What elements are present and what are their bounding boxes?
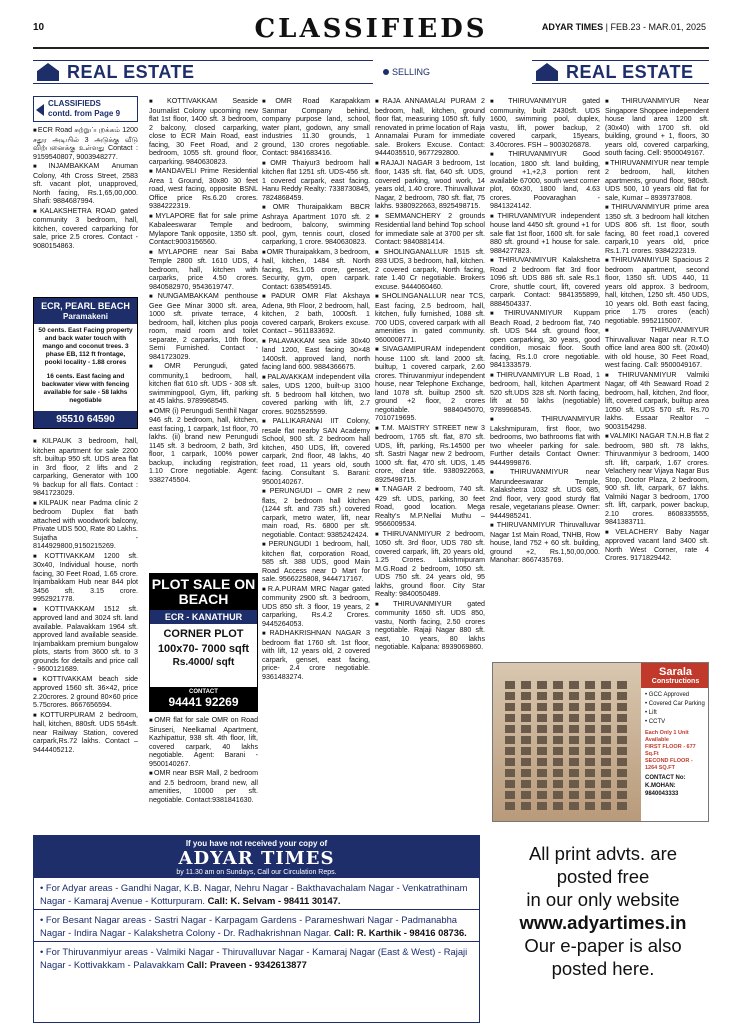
ecr-pearl-beach-ad [33,297,138,429]
selling-label: SELLING [383,67,430,77]
listing-item: ■ THIRUVANMIYUR near Marundeeswarar Temple, Kalakshetra 1032 sft. UDS 685, 2nd floor, very good sturdy flat resale, vegetarians please. Owner: 9444985241. [490,468,600,520]
ad-body: 16 cents. East facing and backwater view with fencing available for sale - 58 lakhs negotiable [41,373,130,404]
listing-item: ■ INJAMBAKKAM Anuman Colony, 4th Cross Street, 2583 sft. vacant plot, unapproved, North facing, Rs.1,65,00,000. Shafi: 9884687994. [33,162,138,206]
listing-item: ■ VALMIKI NAGAR T.N.H.B flat 2 bedroom, 980 sft. 78 lakhs, Thiruvanmiyur 3 bedroom, 1400 sft. lift, carpark, 1.67 crores. Velachery near Vijaya Nagar Bus Stop, Doctor Plaza, 2 bedroom, 900 sft. lift, carpark, 67 lakhs. Valmiki Nagar 3 bedroom, 1700 sft. lift, carpark, power backup, 2.10 crores. 8608335555, 9841383711. [605,432,709,527]
listing-item: ■ KOTTIVAKKAM 1200 sft. 30x40, Individual house, north facing, 30 Feet Road, 1.65 crore. Injambakkam Hub near 844 plot 3456 sft. 3.15 crore. 9952921778. [33,552,138,604]
listing-item: ■ SEMMANCHERY 2 grounds Residential land behind Top school for immediate sale at 3700 per sft. Contact: 9840881414. [375,212,485,247]
ad-title: PLOT SALE ON BEACH [150,574,257,610]
listing-item: ■ THIRUVANMIYUR Thiruvalluvar Nagar 1st Main Road, TNHB, Row house, land 752 + 60 sft. building, ground +2, Rs.1,50,00,000. Manohar: 8667435769. [490,521,600,565]
listing-item: ■ PALAVAKKAM sea side 30x40 land 1200, East facing 30×48 1400sft. approved land, north facing land 600. 9884366675. [262,337,370,372]
listing-item: ■ T.M. MAISTRY STREET new 3 bedroom, 1765 sft. flat, 870 sft. UDS, lift, parking, Rs.14500 per sft. Sastri Nagar new 2 bedroom, 1000 sft. flat, 470 sft. UDS, 1.45 crore, clear title. 9380922663, 8925498715. [375,424,485,485]
sarala-panel: Sarala Constructions • GCC Approved • Covered Car Parking • Lift • CCTV Each Only 1 Unit Available FIRST FLOOR - 677 Sq.Ft SECOND FLOOR - 1264 SQ.FT CONTACT No: K.MOHAN: 9840043333 [641,663,709,822]
listing-column-4 [375,97,485,827]
ad-phone: CONTACT 94441 92269 [150,687,257,711]
listing-item: ■ THIRUVANMIYUR Lakshmipuram, first floor, two bedrooms, two bathrooms flat with two wheeler parking for sale. Further details Contact Owner: 9444999876. [490,415,600,467]
listing-column-2-top [149,97,258,569]
bullet-icon [383,69,389,75]
listing-item: ■ OMR Road Karapakkam Sanmar Company behind, company purpose land, school, water plant, godown, any small industries 11.30 grounds, 1 ground, 130 crores negotiable. Contact: 9841683416. [262,97,370,158]
listing-item: ■ PALAVAKKAM independent villa sales, UDS 1200, built-up 3100 sft. 5 bedroom hall kitchen, two covered parking with lift, 2.7 crores. 9025525599. [262,373,370,417]
house-icon [37,63,59,81]
listing-item: ■ THIRUVANMIYUR Thiruvalluvar Nagar near R.T.O office land area 800 sft. (20x40) with old house, 30 Feet Road, west facing. Call: 9500049167. [605,326,709,370]
listing-item: ■ KOTTURPURAM 2 bedroom, hall, kitchen, 880sft. UDS 554sft. near Railway Station, covered carpark,Rs.72 lakhs. Contact – 9444405212. [33,711,138,755]
listing-item: ■ PADUR OMR Flat Akshaya Adena, 9th Floor, 2 bedroom, hall, kitchen, 2 bath, 1000sft. 1 covered carpark, Brokers excuse. Contact – 9611833692. [262,292,370,336]
listing-item: ■ THIRUVANMIYUR Valmiki Nagar, off 4th Seaward Road 2 bedroom, hall, kitchen, 2nd floor, lift, covered carpark, builtup area 1050 sft. UDS 570 sft. Rs.70 lakhs. Essaar Realtor – 9003154298. [605,371,709,432]
listing-item: ■ RAJAJI NAGAR 3 bedroom, 1st floor, 1435 sft. flat, 640 sft. UDS, covered parking, wood work, 14 years old, 1.40 crore. Thiruvalluvar Nagar, 2 bedroom, 780 sft. flat, 75 lakhs. 9380922663, 8925498715. [375,159,485,211]
listing-item: ■ THIRUVANMIYUR Good location, 1800 sft. land building, ground +1,+2,3 portion rent available 67000, south west corner plot, 60x30, 1800 land, 4.63 crores. Poovaraghan - 9841324142. [490,150,600,211]
contd-sub: contd. from Page 9 [48,109,121,118]
listing-item: ■ KILPAUK near Padma clinic 2 bedroom Duplex flat bath attached with woodwork balcony, Private UDS 500, Rate 80 Lakhs. Sujatha - 8144929800,9150215269. [33,499,138,551]
listing-item: ■ MYLAPORE flat for sale prime Kabaleeswarar Temple and Mylapore Tank opposite, 1350 sft. Contact:9003156560. [149,212,258,247]
listing-item: ■ RADHAKRISHNAN NAGAR 3 bedroom flat 1760 sft. 1st floor, with lift, 12 years old, 2 covered carpark, genset, east facing, price- 2.4 crore negotiable. 9361483274. [262,629,370,681]
sarala-features: • GCC Approved • Covered Car Parking • Lift • CCTV [641,688,709,730]
band-title: REAL ESTATE [566,61,694,82]
listing-item: ■ NUNGAMBAKKAM penthouse Gee Gee Minar 3000 sft. area, 1000 sft. private terrace, 4 bedroom, hall, kitchen plus pooja room, maid room and toilet separate, 2 carparks, 10th floor, Semi Furnished. Contact - 9841723029. [149,292,258,361]
listing-item: ■ OMR Thuraipakkam, 3 bedroom, hall, kitchen, 1484 sft. North facing, Rs.1.05 crore, genset, Security, gym, open carpark. Contact: 6385459145. [262,248,370,292]
listing-item: ■ THIRUVANMIYUR L.B Road, 1 bedroom, hall, kitchen Apartment 520 sft.UDS 328 sft. North facing, lift at 50 lakhs (negotiable) 9789968545. [490,371,600,415]
listing-item: ■ KILPAUK 3 bedroom, hall, kitchen apartment for sale 2200 sft. builtup 950 sft. UDS area flat in 3rd floor, 2 lifts and 2 carparking, Generator with 100 % backup for all flats. Contact : 9841723029. [33,437,138,498]
listing-column-3 [262,97,370,827]
ad-rate: Rs.4000/ sqft [172,657,235,668]
listing-item: ■ KALAKSHETRA ROAD gated community 3 bedroom, hall, kitchen, covered carparking for sale, price 2.5 crores. Contact - 9080154863. [33,207,138,251]
ad-phone: 95510 64590 [34,411,137,428]
band-title: REAL ESTATE [67,61,195,82]
listing-column-2-bottom [149,716,258,826]
ad-subtitle: Paramakeni [34,312,137,324]
listing-item: ■ THIRUVANMIYUR Near Singapore Shoppee independent house land area 1200 sft. (30x40) with 1700 sft. old building, ground + 1, floors, 30 years old, covered carparking, south facing. Cell: 9500049167. [605,97,709,158]
listing-column-1-bottom [33,437,138,825]
page-number: 10 [33,22,45,33]
listing-item: ■ THIRUVANMIYUR Kuppam Beach Road, 2 bedroom flat, 740 sft. UDS 544 sft. ground floor, open carparking, 30 years, good condition, mosaic floor. South facing, Rs.1.0 crore negotiable. 9841333579. [490,309,600,370]
listing-item: ■ THIRUVANMIYUR 2 bedroom, 1050 sft. 3rd floor, UDS 780 sft. covered carpark, lift, 20 years old, 1.25 Crores. Lakshmipuram M.G.Road 2 bedroom, 1050 sft. UDS 750 sft. 24 years old, 95 lakhs, ground floor. City Star Realty: 9840050489. [375,530,485,599]
circulation-notice: If you have not received your copy of ADYAR TIMES by 11.30 am on Sundays, Call our Circulation Reps. • For Adyar areas - Gandhi Nagar, K.B. Nagar, Nehru Nagar - Bakthavachalam Nagar - Venkatrathinam Nagar - Kamaraj Avenue - Kotturpuram. Call: K. Selvam - 98411 30147. • For Besant Nagar areas - Sastri Nagar - Karpagam Gardens - Parameshwari Nagar - Padmanabha Nagar - Indira Nagar - Kalakshetra Colony - Dr. Radhakrishnan Nagar. Call: R. Karthik - 98416 08736. • For Thiruvanmiyur areas - Valmiki Nagar - Thiruvalluvar Nagar - Kamaraj Nagar (East & West) - Rajaji Nagar - Kottivakkam - Palavakkam Call: Praveen - 9342613877 [33,835,480,1023]
area-line: • For Thiruvanmiyur areas - Valmiki Nagar - Thiruvalluvar Nagar - Kamaraj Nagar (East & West) - Rajaji Nagar - Kottivakkam - Palavakkam Call: Praveen - 9342613877 [34,942,479,973]
listing-item: ■ PERUNGUDI 1 bedroom, hall, kitchen flat, corporation Road, 585 sft. 388 UDS, good Main Road Access near D Mart for sale. 9566225808, 9444717167. [262,540,370,584]
listing-item: ■ OMR flat for sale OMR on Road Siruseri, Neelkamal Apartment, Kazhipattur, 938 sft. 4th floor, lift, covered carpark, 40 lakhs negotiable. Agent: Barani - 9500140267. [149,716,258,768]
header-rule [33,47,709,49]
listing-item: ■ THIRUVANMIYUR gated community, built 2430sft. UDS 1600, swimming pool, duplex, vastu, lift, power backup, 2 covered carpark, 15years, 3.40crores. FSH – 9003026878. [490,97,600,149]
listing-item: ■ KOTTIVAKKAM beach side approved 1560 sft. 36×42, price 2.20crores. 2 ground 80×60 price 5.75crores. 8667656594. [33,675,138,710]
real-estate-band-right [532,60,709,84]
listing-item: ■ KOTTIVAKKAM Seaside Journalist Colony upcoming new flat 1st floor, 1400 sft. 3 bedroom, 2 balcony, closed carparking, close to ECR Main Road, east facing, 30 Feet Road, and 2 bedroom, 1055 sft. ground floor, carparking. 9840630823. [149,97,258,166]
listing-item: ■ SHOLINGANALLUR 1515 sft. 893 UDS, 3 bedroom, hall, kitchen. 2 covered carpark, North facing, rate 1.40 Cr negotiable. Brokers excuse. 9444060460. [375,248,485,292]
listing-column-5 [490,97,600,657]
area-line: • For Besant Nagar areas - Sastri Nagar - Karpagam Gardens - Parameshwari Nagar - Padmanabha Nagar - Indira Nagar - Kalakshetra Colony - Dr. Radhakrishnan Nagar. Call: R. Karthik - 98416 08736. [34,910,479,942]
listing-item: ■ OMR Thuraipakkam BBCR Ashraya Apartment 1070 sft. 2 bedroom, balcony, swimming pool, gym, tennis court, closed carparking, 1 crore. 9840630823. [262,203,370,247]
ad-size: 100x70- 7000 sqft [157,643,250,655]
listing-column-6 [605,97,709,657]
ad-body: 50 cents. East Facing property and back water touch with mango and coconut trees. 3 phase EB, 112 ft frontage, pooki locality - 1.88 crores [38,327,133,366]
ad-type: CORNER PLOT [163,628,244,640]
listing-item: ■ R.A.PURAM MRC Nagar gated community 2900 sft. 3 bedroom, UDS 850 sft. 3 floor, 19 years, 2 carparking, Rs.4.2 Crores. 9445264053. [262,585,370,629]
sarala-contact: CONTACT No: K.MOHAN: 9840043333 [645,775,686,797]
plot-sale-ad [149,573,258,712]
listing-item: ■ ECR Road சுற்றுப்புறக்கம் 1200 சதுர அடியில் 3 அடுக்கு வீடு விற்பனைக்கு உள்ளது Contact : 9159540807, 9003948277. [33,126,138,161]
issue-info: ADYAR TIMES | FEB.23 - MAR.01, 2025 [541,22,706,32]
listing-item: ■ THIRUVANMIYUR prime area 1350 sft. 3 bedroom hall kitchen UDS 806 sft. 1st floor, south facing, 80 feet road,1 covered carpark,10 years old, price Rs.1.71 crores. 9384222319. [605,203,709,255]
website-link[interactable]: www.adyartimes.in [519,912,687,933]
listing-item: ■ THIRUVANMIYUR independent house land 4450 sft. ground +1 for sale flat 1st floor, 1600 sft. for sale 880 sft. ground +1 house for sale. 9884277823. [490,212,600,256]
contd-title: CLASSIFIEDS [48,99,101,108]
brand-name: ADYAR TIMES [178,848,335,869]
section-title: CLASSIFIEDS [254,14,488,44]
listing-item: ■ KOTTIVAKKAM 1512 sft. approved land and 3024 sft. land available. Palavakkam 1964 sft. approved land available seaside. Injambakkam premium bungalow plots, starts from 3600 sft. to 3 grounds for details and price call - 9600121689. [33,605,138,674]
area-line: • For Adyar areas - Gandhi Nagar, K.B. Nagar, Nehru Nagar - Bakthavachalam Nagar - Venkatrathinam Nagar - Kamaraj Avenue - Kotturpuram. Call: K. Selvam - 98411 30147. [34,878,479,910]
listing-item: ■ PERUNGUDI – OMR 2 new flats, 2 bedroom hall kitchen (1244 sft. and 735 sft.) covered carpark, metro water, lift, near main road, Rs. 6800 per sft. negotiable. Contact: 9385242424. [262,487,370,539]
real-estate-band-left [33,60,373,84]
page-header [0,0,742,50]
ad-location: ECR - KANATHUR [150,610,257,624]
listing-item: ■ VELACHERY Baby Nagar approved vacant land 3400 sft. North West Corner, rate 4 Crores. 9171829442. [605,528,709,563]
listing-item: ■ OMR Perungudi, gated community,1 bedroom, hall, kitchen flat 610 sft. UDS - 308 sft. swimmingpool, Gym, lift, parking at 45 lakhs. 9789968545. [149,362,258,406]
listing-item: ■ THIRUVANMIYUR Spacious 2 bedroom apartment, second floor, 1350 sft. UDS 440, 11 years old approx. 3 bedroom, hall, kitchen, 1250 sft. 450 UDS, 10 years old. Both east facing, price 1.75 crores (each) negotiable. 9952115007. [605,256,709,325]
contd-box [33,96,138,122]
listing-item: ■ PALLIKARANAI IIT Colony, resale flat nearby SAN Academy School, 900 sft. 2 bedroom hall kitchen, 450 UDS, lift, covered carpark, 2nd floor, 48 lakhs, 40 feet road, 11 years old, south facing. Consultant S. Barani: 9500140267. [262,417,370,486]
listing-column-1-top [33,126,138,294]
sarala-logo: Sarala Constructions [641,663,709,688]
listing-item: ■ MYLAPORE near Sai Baba Temple 2800 sft. 1610 UDS, 4 bedroom, hall, kitchen with carparks, price 4.50 crores. 9840582970, 9543619747. [149,248,258,292]
listing-item: ■ MANDAVELI Prime Residential Area 1 Ground, 30x80 30 feet road, west facing, opposite BSNL Office price Rs.6.20 crores. 9384222319. [149,167,258,211]
listing-item: ■ THIRUVANMIYUR near temple 2 bedroom, hall, kitchen apartments, ground floor, 980sft. UDS 500, 10 years old flat for sale, Kumar – 8939737808. [605,159,709,203]
epaper-notice: All print advts. are posted free in our only website www.adyartimes.in Our e-paper is also posted here. [497,842,709,1018]
house-icon [536,63,558,81]
listing-item: ■ THIRUVANMIYUR gated community 1650 sft. UDS 850, vastu, North facing, 2.50 crores negotiable. Rajaji Nagar 880 sft. east, 10 years, 80 lakhs negotiable. Kalpana: 8939069860. [375,600,485,652]
sarala-constructions-ad [492,662,709,822]
listing-item: ■ OMR near BSR Mall, 2 bedroom and 2.5 bedroom, brand new, all amenities, 10000 per sft. negotiable. Contact:9381841630. [149,769,258,804]
building-image [493,663,643,822]
listing-item: ■ T.NAGAR 2 bedroom, 740 sft. 429 sft. UDS, parking, 30 feet Road, good location. Mega Realty's M.P.Nellai Muthu – 9566009534. [375,485,485,529]
listing-item: ■ RAJA ANNAMALAI PURAM 2 bedroom, hall, kitchen, ground floor flat, measuring 1050 sft. fully renovated in prime location of Raja Annamalai Puram for immediate sale. Brokers Excuse. Contact: 9444035510, 9677292800. [375,97,485,158]
listing-item: ■ OMR (i) Perungudi Senthil Nagar 946 sft. 2 bedroom, hall, kitchen, east facing, 1 carpark, 1st floor, 70 lakhs. (ii) brand new Perungudi 1145 sft. 3 bedroom, 2 bath, 3rd floor, 1 carpark, 100% power backup, including registration, 1.10 Crore negotiable. Agent: 9382745504. [149,407,258,485]
ad-title: ECR, PEARL BEACH [34,298,137,312]
listing-item: ■ THIRUVANMIYUR Kalakshetra Road 2 bedroom flat 3rd floor 1096 sft. UDS 886 sft. sale Rs.1 Crore, shuttle court, lift, covered carpark. Contact: 9841355899, 8884504337. [490,256,600,308]
listing-item: ■ OMR Thaiyur3 bedroom hall kitchen flat 1251 sft. UDS-456 sft. 1 covered carpark, east facing. Hanu Reddy Realty: 7338730845, 7824868459. [262,159,370,203]
listing-item: ■ SIVAGAMIPURAM independent house 1100 sft. land 2000 sft. builtup, 1 covered carpark, 2.60 crores. Thiruvanmiyur independent house, near Telephone Exchange, land 1078 sft. builtup 2500 sft. ground +2 floor, 2 crores negotiable. 9884045070, 7010719695. [375,345,485,423]
listing-item: ■ SHOLINGANALLUR near TCS, East facing, 2.5 bedroom, hall, kitchen, fully furnished, 1088 sft. 700 UDS, covered carpark with all amenities in gated community. 9600008771. [375,292,485,344]
